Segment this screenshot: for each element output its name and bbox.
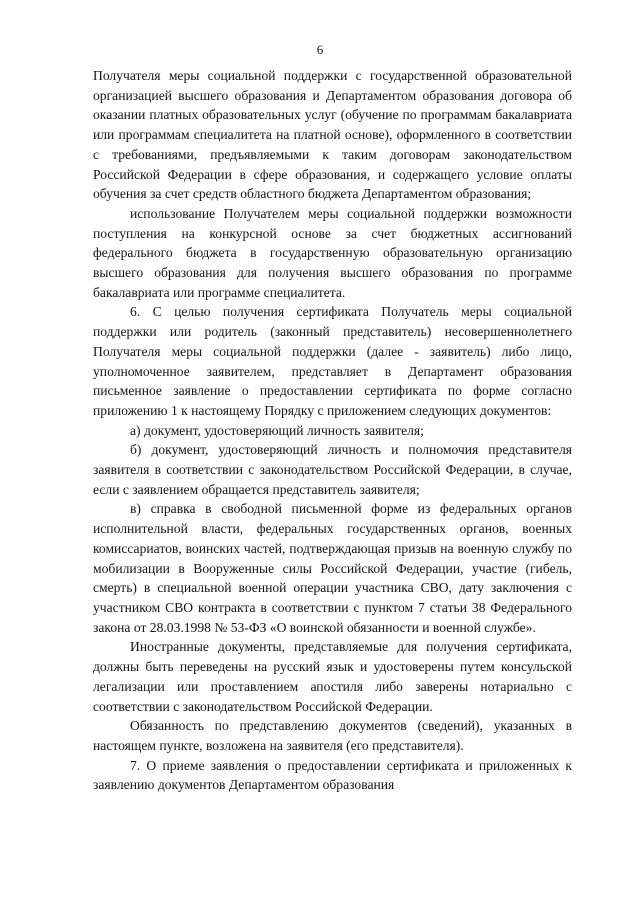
paragraph-continuation: Получателя меры социальной поддержки с государственной образовательной организацией высшего образования и Департаментом образования договора об оказании платных образовательных услуг (обучение по программам бакалавриата или программам специалитета на платной основе), оформленного в соответствии с требованиями, предъявляемыми к таким договорам законодательством Российской Федерации в сфере образования, и содержащего условие оплаты обучения за счет средств областного бюджета Департаментом образования;: [93, 68, 572, 202]
paragraph-subitem-v: в) справка в свободной письменной форме из федеральных органов исполнительной власти, федеральных государственных органов, военных комиссариатов, воинских частей, подтверждающая призыв на военную службу по мобилизации в Вооруженные силы Российской Федерации, участие (гибель, смерть) в специальной военной операции участника СВО, дату заключения с участником СВО контракта в соответствии с пунктом 7 статьи 38 Федерального закона от 28.03.1998 № 53-ФЗ «О воинской обязанности и военной службе».: [93, 501, 572, 635]
paragraph-obligation: Обязанность по представлению документов (сведений), указанных в настоящем пункте, возложена на заявителя (его представителя).: [93, 718, 572, 753]
paragraph-use-of-budget-places: использование Получателем меры социальной поддержки возможности поступления на конкурсной основе за счет бюджетных ассигнований федерального бюджета в государственную образовательную организацию высшего образования для получения высшего образования по программе бакалавриата или программе специалитета.: [93, 205, 572, 300]
paragraph-subitem-a: а) документ, удостоверяющий личность заявителя;: [130, 422, 424, 438]
paragraph-foreign-documents: Иностранные документы, представляемые для получения сертификата, должны быть переведены на русский язык и удостоверены путем консульской легализации или проставлением апостиля либо заверены нотариально с соответствии с законодательством Российской Федерации.: [93, 639, 572, 714]
paragraph-item-6: 6. С целью получения сертификата Получатель меры социальной поддержки или родитель (законный представитель) несовершеннолетнего Получателя меры социальной поддержки (далее - заявитель) либо лицо, уполномоченное заявителем, представляет в Департамент образования письменное заявление о предоставлении сертификата по форме согласно приложению 1 к настоящему Порядку с приложением следующих документов:: [93, 304, 572, 418]
page-number: 6: [316, 42, 324, 57]
paragraph-item-7: 7. О приеме заявления о предоставлении сертификата и приложенных к заявлению документов Департаментом образования: [93, 757, 572, 793]
document-body: [93, 66, 572, 795]
paragraph-subitem-b: б) документ, удостоверяющий личность и полномочия представителя заявителя в соответствии с законодательством Российской Федерации, в случае, если с заявлением обращается представитель заявителя;: [93, 442, 572, 497]
